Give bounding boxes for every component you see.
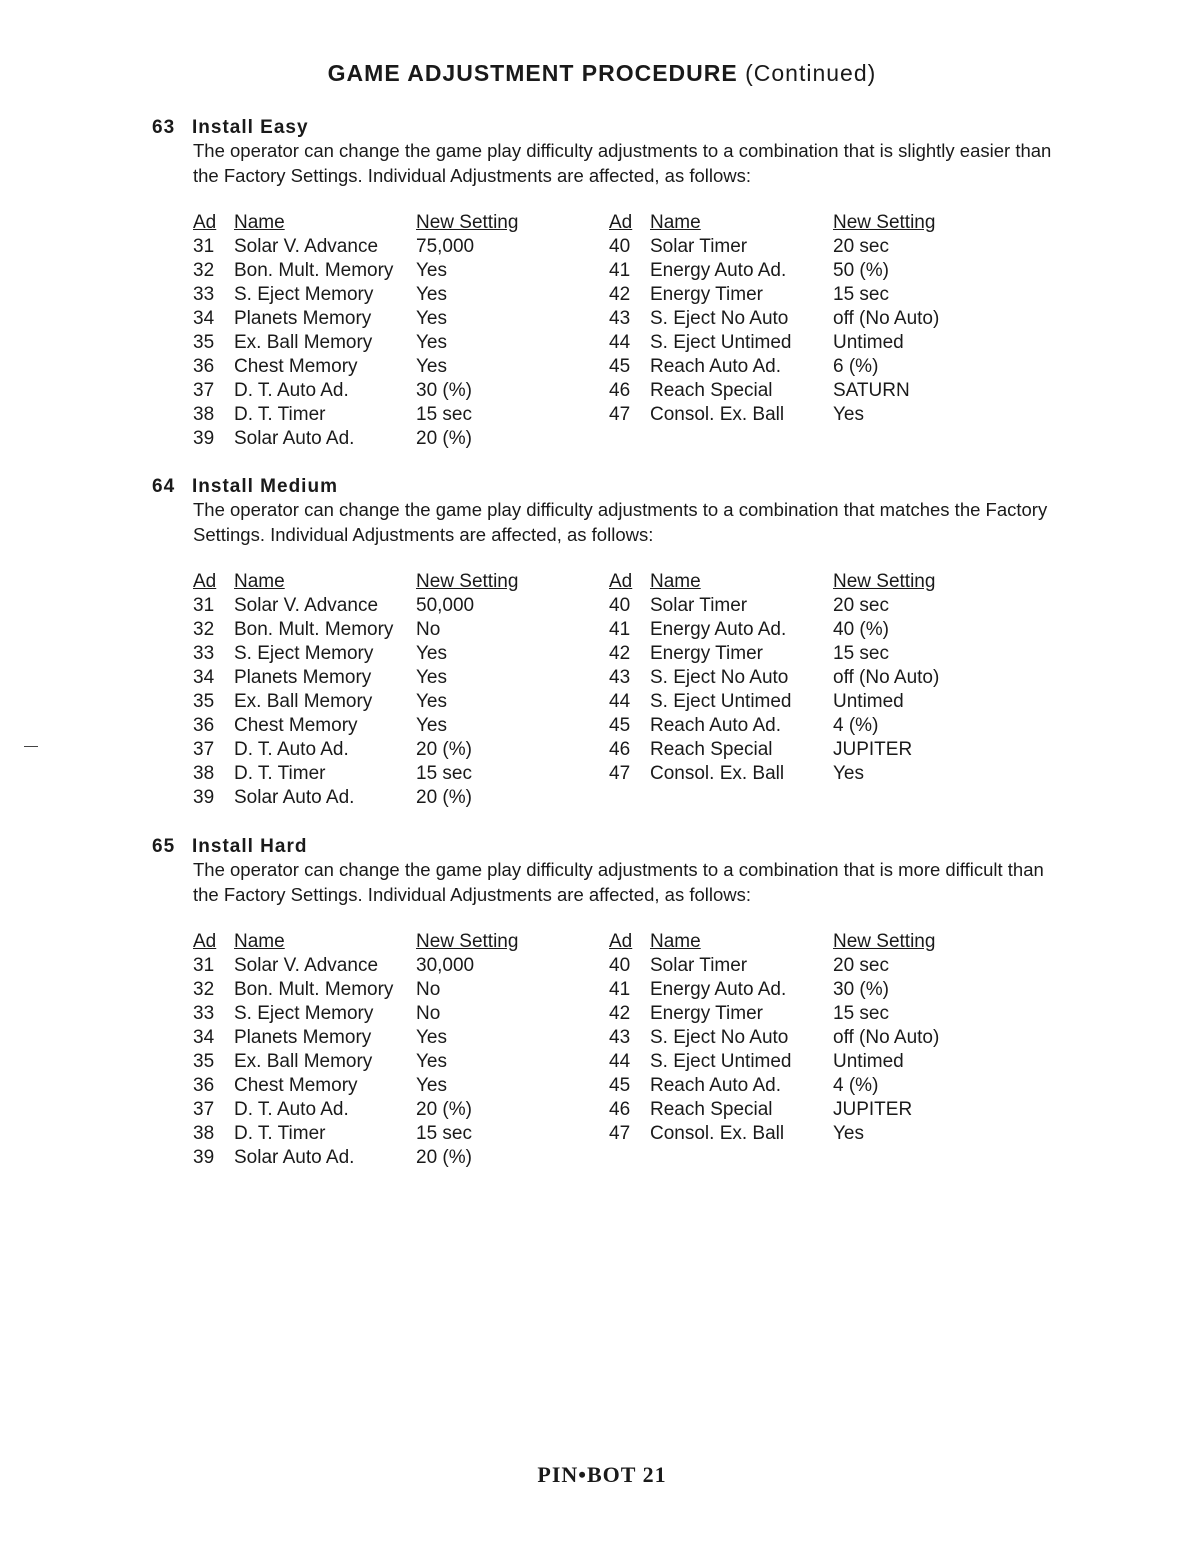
adjustment-number: 42 (609, 1003, 631, 1024)
section-number: 65 (152, 836, 176, 857)
section-title: Install Hard (192, 836, 308, 857)
section-description: The operator can change the game play difficulty adjustments to a combination that is slightly easier than the Factory Settings. Individual Adjustments are affected, as follows: (193, 140, 1052, 186)
adjustment-number: 36 (193, 356, 215, 377)
header-setting: New Setting (833, 571, 936, 592)
section-title: Install Medium (192, 476, 338, 497)
adjustment-name: S. Eject Memory (234, 643, 374, 664)
adjustment-name: Solar Timer (650, 236, 748, 257)
adjustment-name: S. Eject Memory (234, 1003, 374, 1024)
adjustment-number: 46 (609, 1099, 631, 1120)
adjustment-setting: No (416, 619, 441, 640)
adjustment-setting: Yes (416, 1075, 447, 1096)
section-description: The operator can change the game play difficulty adjustments to a combination that matches the Factory Settings. Individual Adjustments are affected, as follows: (193, 499, 1048, 545)
adjustment-setting: 4 (%) (833, 715, 879, 736)
adjustment-number: 45 (609, 1075, 631, 1096)
adjustment-number: 40 (609, 595, 631, 616)
adjustment-name: Solar Auto Ad. (234, 787, 355, 808)
adjustment-number: 34 (193, 1027, 215, 1048)
adjustment-name: Energy Auto Ad. (650, 260, 787, 281)
adjustment-number: 44 (609, 691, 631, 712)
page-footer: PIN•BOT 21 (537, 1462, 667, 1487)
adjustment-setting: 20 (%) (416, 1099, 472, 1120)
adjustment-name: Ex. Ball Memory (234, 1051, 373, 1072)
section-description: The operator can change the game play difficulty adjustments to a combination that is more difficult than the Factory Settings. Individual Adjustments are affected, as follows: (193, 859, 1044, 905)
header-ad: Ad (609, 571, 633, 592)
adjustment-setting: 15 sec (833, 643, 889, 664)
adjustment-setting: 20 (%) (416, 1147, 472, 1168)
adjustment-setting: Untimed (833, 332, 904, 353)
adjustment-name: Energy Timer (650, 643, 763, 664)
adjustment-number: 33 (193, 284, 215, 305)
adjustment-name: S. Eject Untimed (650, 691, 792, 712)
adjustment-number: 39 (193, 1147, 215, 1168)
adjustment-setting: 15 sec (416, 763, 472, 784)
adjustment-setting: 50 (%) (833, 260, 889, 281)
adjustment-name: Solar V. Advance (234, 955, 379, 976)
adjustment-name: Planets Memory (234, 308, 372, 329)
adjustment-setting: 20 sec (833, 236, 889, 257)
adjustment-setting: 30,000 (416, 955, 475, 976)
adjustment-name: D. T. Timer (234, 763, 326, 784)
adjustment-name: Reach Auto Ad. (650, 356, 781, 377)
adjustment-name: Bon. Mult. Memory (234, 979, 394, 1000)
adjustment-number: 38 (193, 763, 215, 784)
adjustment-name: Energy Auto Ad. (650, 619, 787, 640)
adjustment-setting: Yes (416, 356, 447, 377)
adjustment-setting: Yes (833, 763, 864, 784)
adjustment-name: Ex. Ball Memory (234, 332, 373, 353)
adjustment-number: 31 (193, 955, 215, 976)
adjustment-name: Solar V. Advance (234, 236, 379, 257)
adjustment-setting: Yes (416, 260, 447, 281)
adjustment-number: 47 (609, 404, 631, 425)
adjustment-name: S. Eject Untimed (650, 332, 792, 353)
adjustment-name: Reach Special (650, 1099, 773, 1120)
header-name: Name (234, 212, 285, 233)
adjustment-setting: Untimed (833, 1051, 904, 1072)
adjustment-setting: Yes (416, 332, 447, 353)
adjustment-name: Chest Memory (234, 356, 358, 377)
adjustment-number: 44 (609, 1051, 631, 1072)
section-title: Install Easy (192, 117, 309, 138)
header-setting: New Setting (833, 212, 936, 233)
adjustment-number: 37 (193, 1099, 215, 1120)
adjustment-number: 32 (193, 260, 215, 281)
adjustment-number: 35 (193, 691, 215, 712)
adjustment-name: Planets Memory (234, 1027, 372, 1048)
adjustment-setting: off (No Auto) (833, 1027, 940, 1048)
adjustment-number: 47 (609, 763, 631, 784)
adjustment-setting: 20 (%) (416, 739, 472, 760)
adjustment-number: 31 (193, 236, 215, 257)
adjustment-name: Solar Auto Ad. (234, 1147, 355, 1168)
adjustment-name: S. Eject No Auto (650, 1027, 789, 1048)
adjustment-name: Bon. Mult. Memory (234, 619, 394, 640)
margin-mark (24, 746, 38, 747)
adjustment-setting: 50,000 (416, 595, 475, 616)
adjustment-number: 32 (193, 979, 215, 1000)
adjustment-name: Energy Timer (650, 1003, 763, 1024)
adjustment-number: 37 (193, 380, 215, 401)
header-name: Name (650, 212, 701, 233)
adjustment-name: Reach Special (650, 380, 773, 401)
adjustment-name: Planets Memory (234, 667, 372, 688)
header-setting: New Setting (416, 212, 519, 233)
adjustment-number: 44 (609, 332, 631, 353)
adjustment-name: Consol. Ex. Ball (650, 1123, 785, 1144)
adjustment-name: Energy Auto Ad. (650, 979, 787, 1000)
adjustment-setting: Yes (416, 284, 447, 305)
adjustment-number: 38 (193, 1123, 215, 1144)
adjustment-name: Chest Memory (234, 1075, 358, 1096)
adjustment-number: 42 (609, 643, 631, 664)
adjustment-number: 47 (609, 1123, 631, 1144)
adjustment-setting: Yes (416, 691, 447, 712)
adjustment-setting: JUPITER (833, 1099, 913, 1120)
page-title-main: GAME ADJUSTMENT PROCEDURE (327, 60, 738, 86)
adjustment-number: 41 (609, 979, 631, 1000)
adjustment-setting: Yes (416, 715, 447, 736)
adjustment-number: 35 (193, 1051, 215, 1072)
adjustment-name: S. Eject Memory (234, 284, 374, 305)
section-heading (152, 476, 338, 498)
adjustment-name: D. T. Auto Ad. (234, 739, 349, 760)
adjustment-number: 39 (193, 428, 215, 449)
page-title-suffix: (Continued) (745, 60, 877, 86)
adjustment-setting: JUPITER (833, 739, 913, 760)
adjustment-name: D. T. Timer (234, 404, 326, 425)
adjustment-number: 41 (609, 619, 631, 640)
adjustment-name: Consol. Ex. Ball (650, 763, 785, 784)
adjustment-setting: Untimed (833, 691, 904, 712)
adjustment-setting: Yes (416, 308, 447, 329)
adjustment-setting: 40 (%) (833, 619, 889, 640)
adjustment-name: Solar Timer (650, 595, 748, 616)
page-title (0, 60, 1204, 87)
adjustment-setting: Yes (833, 1123, 864, 1144)
adjustment-setting: 30 (%) (416, 380, 472, 401)
adjustment-number: 32 (193, 619, 215, 640)
section-heading (152, 117, 309, 139)
adjustment-name: D. T. Timer (234, 1123, 326, 1144)
adjustment-name: Reach Special (650, 739, 773, 760)
adjustment-name: Bon. Mult. Memory (234, 260, 394, 281)
adjustment-number: 31 (193, 595, 215, 616)
adjustment-setting: 20 sec (833, 955, 889, 976)
adjustment-number: 43 (609, 1027, 631, 1048)
section-heading (152, 836, 307, 858)
adjustment-name: S. Eject Untimed (650, 1051, 792, 1072)
adjustment-name: D. T. Auto Ad. (234, 1099, 349, 1120)
adjustment-number: 33 (193, 1003, 215, 1024)
adjustment-number: 34 (193, 308, 215, 329)
adjustment-setting: 75,000 (416, 236, 475, 257)
adjustment-name: Reach Auto Ad. (650, 1075, 781, 1096)
header-setting: New Setting (833, 931, 936, 952)
adjustment-number: 38 (193, 404, 215, 425)
adjustment-name: Ex. Ball Memory (234, 691, 373, 712)
adjustment-setting: Yes (416, 1051, 447, 1072)
adjustment-setting: 15 sec (416, 404, 472, 425)
header-ad: Ad (609, 212, 633, 233)
adjustment-number: 45 (609, 356, 631, 377)
adjustment-name: Consol. Ex. Ball (650, 404, 785, 425)
adjustment-setting: 6 (%) (833, 356, 879, 377)
adjustment-number: 40 (609, 236, 631, 257)
adjustment-number: 36 (193, 715, 215, 736)
adjustment-setting: No (416, 979, 441, 1000)
adjustment-setting: 15 sec (833, 284, 889, 305)
header-ad: Ad (193, 212, 217, 233)
adjustment-setting: 15 sec (416, 1123, 472, 1144)
adjustment-number: 37 (193, 739, 215, 760)
adjustment-setting: SATURN (833, 380, 910, 401)
header-name: Name (650, 571, 701, 592)
adjustment-setting: Yes (833, 404, 864, 425)
adjustment-number: 46 (609, 739, 631, 760)
adjustment-name: Reach Auto Ad. (650, 715, 781, 736)
header-ad: Ad (609, 931, 633, 952)
adjustment-number: 45 (609, 715, 631, 736)
adjustment-name: S. Eject No Auto (650, 308, 789, 329)
adjustment-name: S. Eject No Auto (650, 667, 789, 688)
header-setting: New Setting (416, 571, 519, 592)
header-ad: Ad (193, 571, 217, 592)
adjustment-number: 36 (193, 1075, 215, 1096)
adjustment-name: Chest Memory (234, 715, 358, 736)
adjustment-number: 33 (193, 643, 215, 664)
adjustment-number: 43 (609, 308, 631, 329)
adjustment-number: 41 (609, 260, 631, 281)
adjustment-name: Energy Timer (650, 284, 763, 305)
adjustment-setting: Yes (416, 1027, 447, 1048)
header-name: Name (650, 931, 701, 952)
adjustment-setting: off (No Auto) (833, 308, 940, 329)
adjustment-number: 42 (609, 284, 631, 305)
adjustment-number: 46 (609, 380, 631, 401)
adjustment-number: 40 (609, 955, 631, 976)
adjustment-setting: 30 (%) (833, 979, 889, 1000)
header-name: Name (234, 571, 285, 592)
section-number: 63 (152, 117, 176, 138)
adjustment-setting: No (416, 1003, 441, 1024)
adjustment-setting: 20 sec (833, 595, 889, 616)
header-name: Name (234, 931, 285, 952)
adjustment-setting: off (No Auto) (833, 667, 940, 688)
adjustment-name: D. T. Auto Ad. (234, 380, 349, 401)
adjustment-number: 35 (193, 332, 215, 353)
adjustment-number: 43 (609, 667, 631, 688)
header-setting: New Setting (416, 931, 519, 952)
adjustment-setting: Yes (416, 667, 447, 688)
adjustment-name: Solar Timer (650, 955, 748, 976)
adjustment-number: 34 (193, 667, 215, 688)
adjustment-number: 39 (193, 787, 215, 808)
adjustment-setting: 20 (%) (416, 428, 472, 449)
adjustment-setting: 15 sec (833, 1003, 889, 1024)
adjustment-setting: 20 (%) (416, 787, 472, 808)
adjustment-setting: Yes (416, 643, 447, 664)
adjustment-name: Solar V. Advance (234, 595, 379, 616)
header-ad: Ad (193, 931, 217, 952)
section-number: 64 (152, 476, 176, 497)
adjustment-setting: 4 (%) (833, 1075, 879, 1096)
adjustment-name: Solar Auto Ad. (234, 428, 355, 449)
